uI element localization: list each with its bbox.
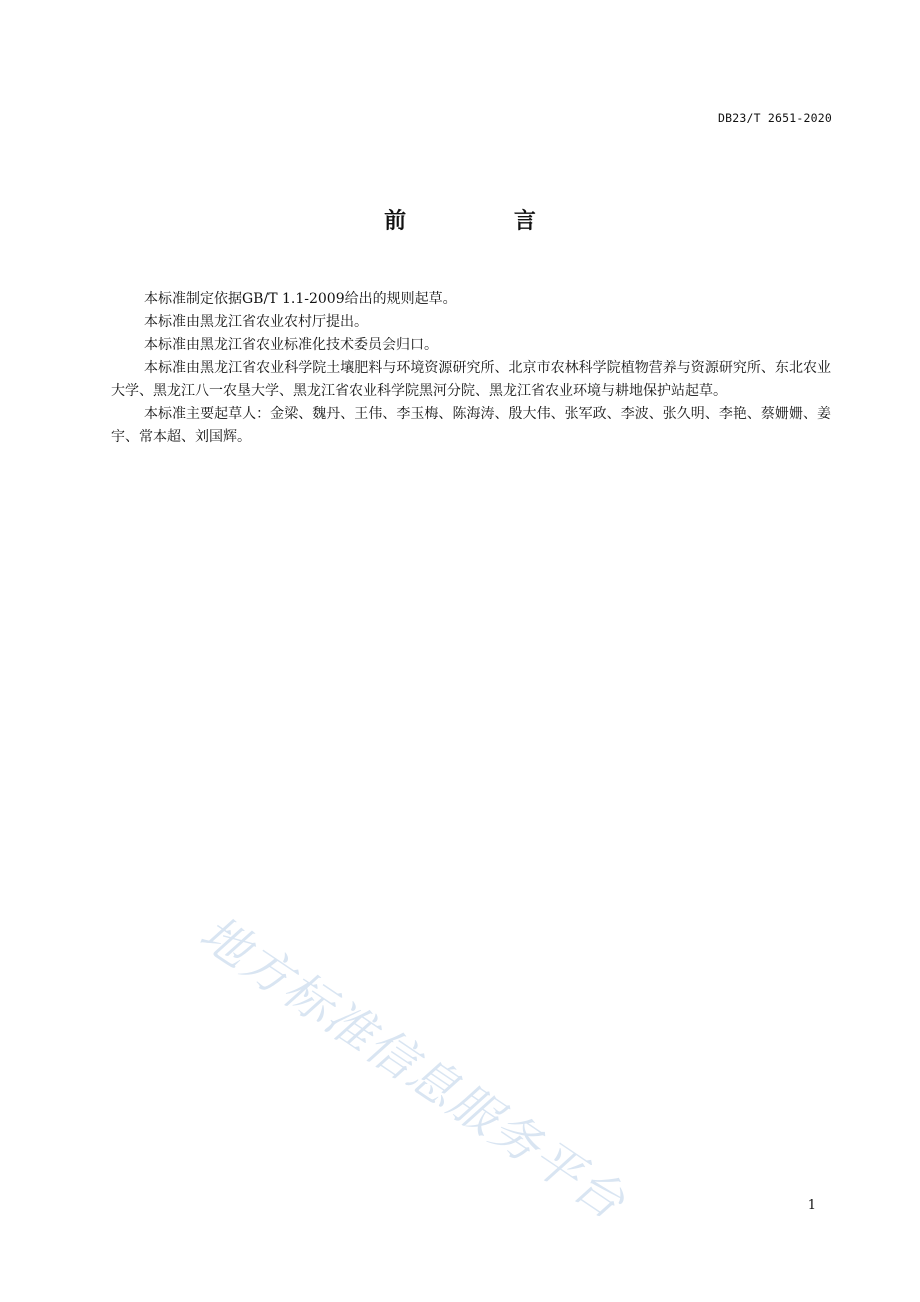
page-number: 1 bbox=[807, 1198, 816, 1213]
page-title: 前 言 bbox=[384, 209, 586, 234]
paragraph: 本标准由黑龙江省农业标准化技术委员会归口。 bbox=[144, 337, 438, 353]
foreword-body bbox=[111, 288, 831, 449]
standard-code: DB23/T 2651-2020 bbox=[718, 111, 832, 125]
paragraph: 本标准主要起草人：金梁、魏丹、王伟、李玉梅、陈海涛、殷大伟、张军政、李波、张久明、李艳、蔡姗姗、姜宇、常本超、刘国辉。 bbox=[111, 406, 831, 445]
paragraph: 本标准由黑龙江省农业农村厅提出。 bbox=[144, 314, 368, 330]
watermark: 地方标准信息服务平台 bbox=[189, 905, 636, 1232]
paragraph: 本标准制定依据GB/T 1.1-2009给出的规则起草。 bbox=[144, 291, 457, 307]
paragraph: 本标准由黑龙江省农业科学院土壤肥料与环境资源研究所、北京市农林科学院植物营养与资源研究所、东北农业大学、黑龙江八一农垦大学、黑龙江省农业科学院黑河分院、黑龙江省农业环境与耕地保护站起草。 bbox=[111, 360, 831, 399]
